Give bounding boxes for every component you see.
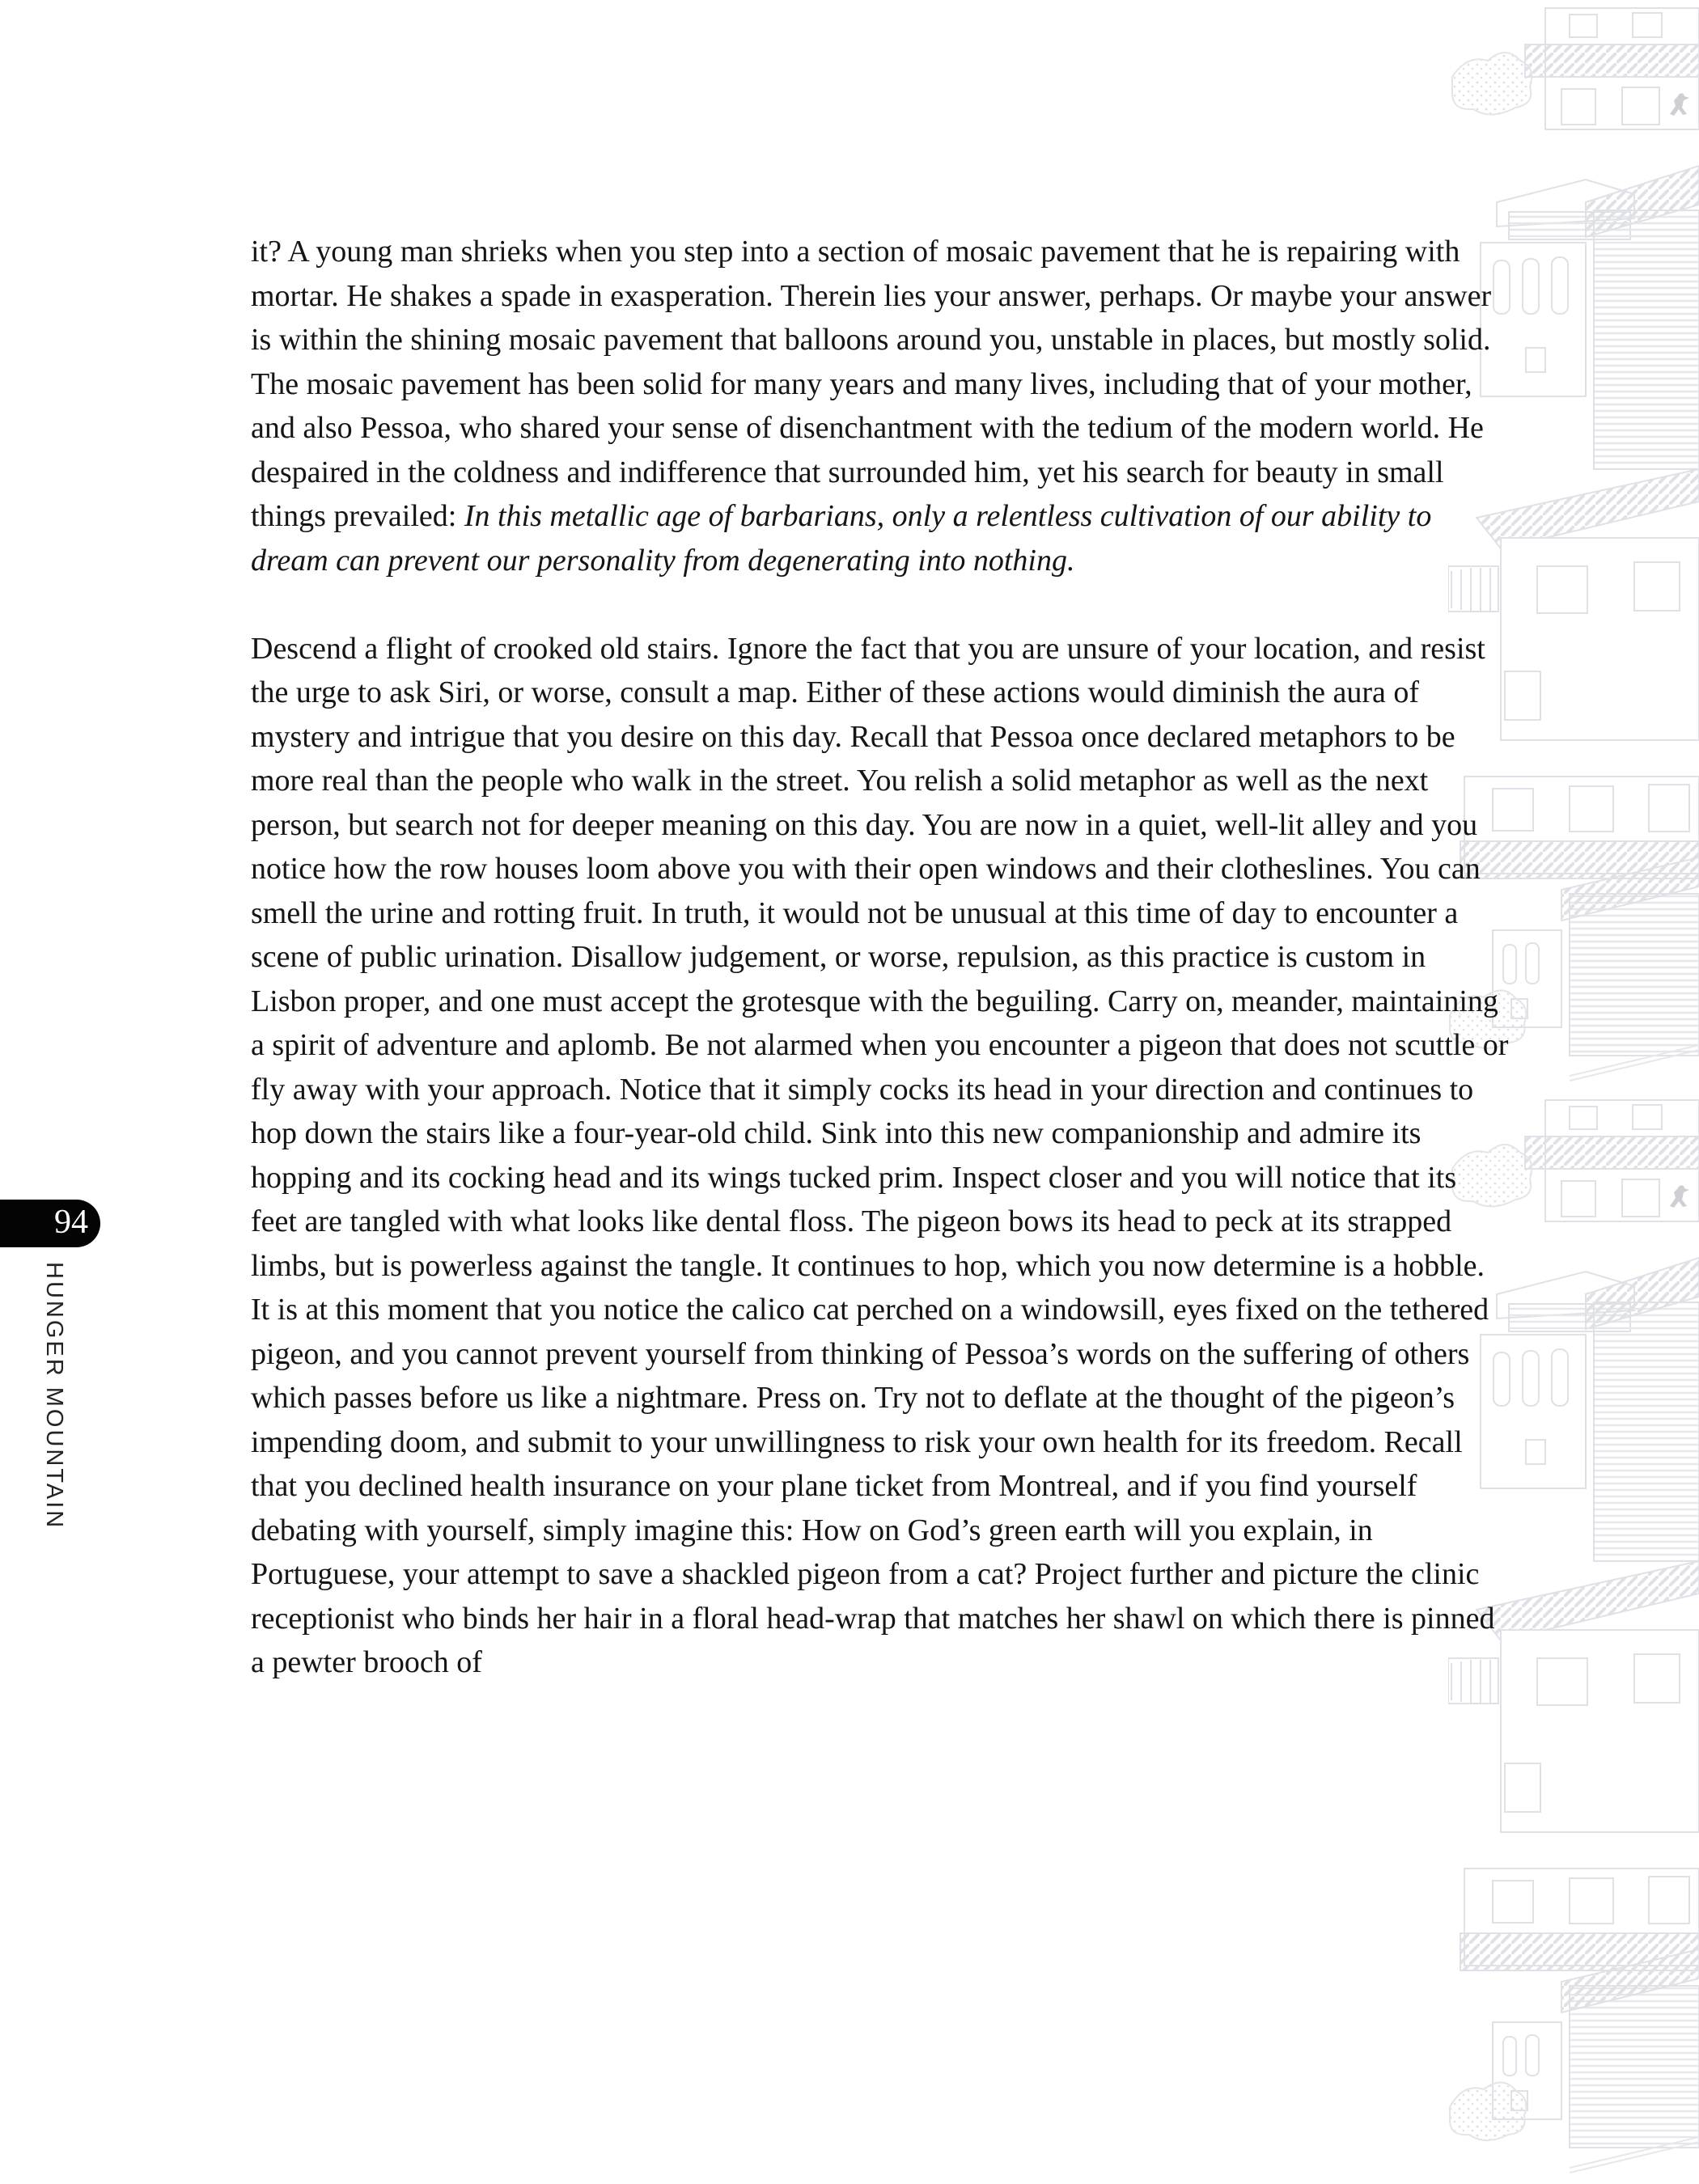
paragraph-1-text: it? A young man shrieks when you step into a section of mosaic pavement that he is repairing with mortar. He shakes a spade in exasperation. Therein lies your answer, perhaps. Or maybe your answer is within the shining mosaic pavement that balloons around you, unstable in places, but mostly solid. The mosaic pavement has been solid for many years and many lives, including that of your mother, and also Pessoa, who shared your sense of disenchantment with the tedium of the modern world. He despaired in the coldness and indifference that surrounded him, yet his search for beauty in small things prevailed: (251, 235, 1492, 533)
paragraph-1 (251, 230, 1509, 582)
pessoa-quote: In this metallic age of barbarians, only a relentless cultivation of our ability to dream can prevent our personality from degenerating into nothing. (251, 499, 1432, 578)
page-number: 94 (54, 1204, 88, 1241)
page-number-badge (0, 1200, 100, 1247)
paragraph-2: Descend a flight of crooked old stairs. Ignore the fact that you are unsure of your location, and resist the urge to ask Siri, or worse, consult a map. Either of these actions would diminish the aura of mystery and intrigue that you desire on this day. Recall that Pessoa once declared metaphors to be more real than the people who walk in the street. You relish a solid metaphor as well as the next person, but search not for deeper meaning on this day. You are now in a quiet, well-lit alley and you notice how the row houses loom above you with their open windows and their clotheslines. You can smell the urine and rotting fruit. In truth, it would not be unusual at this time of day to encounter a scene of public urination. Disallow judgement, or worse, repulsion, as this practice is custom in Lisbon proper, and one must accept the grotesque with the beguiling. Carry on, meander, maintaining a spirit of adventure and aplomb. Be not alarmed when you encounter a pigeon that does not scuttle or fly away with your approach. Notice that it simply cocks its head in your direction and continues to hop down the stairs like a four-year-old child. Sink into this new companionship and admire its hopping and its cocking head and its wings tucked prim. Inspect closer and you will notice that its feet are tangled with what looks like dental floss. The pigeon bows its head to peck at its strapped limbs, but is powerless against the tangle. It continues to hop, which you now determine is a hobble. It is at this moment that you notice the calico cat perched on a windowsill, eyes fixed on the tethered pigeon, and you cannot prevent yourself from thinking of Pessoa’s words on the suffering of others which passes before us like a nightmare. Press on. Try not to deflate at the thought of the pigeon’s impending doom, and submit to your unwillingness to risk your own health for its freedom. Recall that you declined health insurance on your plane ticket from Montreal, and if you find yourself debating with yourself, simply imagine this: How on God’s green earth will you explain, in Portuguese, your attempt to save a shackled pigeon from a cat? Project further and picture the clinic receptionist who binds her hair in a floral head-wrap that matches her shawl on which there is pinned a pewter brooch of (251, 631, 1509, 1679)
running-title: HUNGER MOUNTAIN (41, 1262, 67, 1530)
body-text (251, 230, 1509, 1685)
